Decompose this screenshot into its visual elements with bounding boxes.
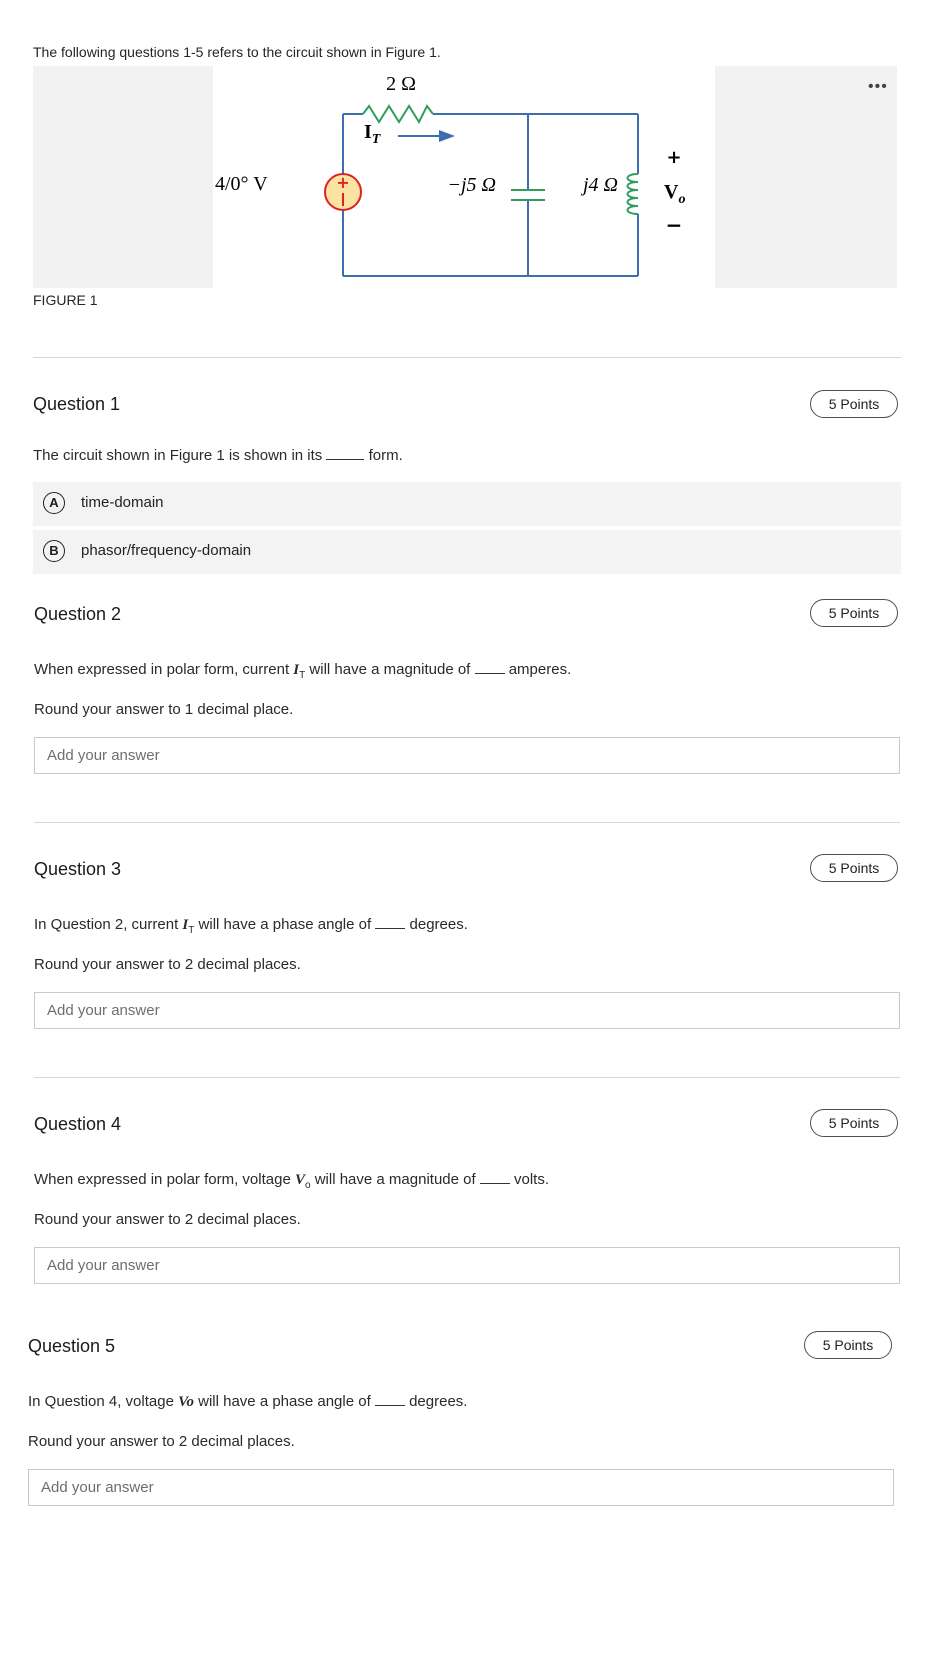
question-5-text: In Question 4, voltage Vo will have a phase angle of degrees. <box>28 1393 468 1410</box>
question-2-title: Question 2 <box>34 604 122 624</box>
divider <box>33 357 901 358</box>
vo-minus-label: − <box>665 213 683 237</box>
resistor-symbol <box>363 106 433 122</box>
figure-caption: FIGURE 1 <box>33 292 98 308</box>
image-side-panel-right <box>715 66 897 288</box>
question-5-answer-field[interactable] <box>28 1469 894 1506</box>
more-horizontal-icon[interactable]: ••• <box>868 78 888 95</box>
option-letter-badge: B <box>43 540 65 562</box>
question-5-title: Question 5 <box>28 1336 116 1356</box>
question-3-instruction: Round your answer to 2 decimal places. <box>34 956 301 973</box>
question-1-option-b[interactable] <box>33 530 901 574</box>
question-1-option-a[interactable] <box>33 482 901 526</box>
option-label: time-domain <box>81 494 164 511</box>
question-1-title: Question 1 <box>33 394 121 414</box>
divider <box>34 822 900 823</box>
circuit-figure <box>213 66 715 288</box>
question-3-points-badge: 5 Points <box>810 854 898 882</box>
question-2-instruction: Round your answer to 1 decimal place. <box>34 701 294 718</box>
vo-label: $V_o$ <box>664 181 686 207</box>
question-1-points-badge: 5 Points <box>810 390 898 418</box>
question-2-answer-input[interactable] <box>35 738 899 773</box>
question-2-answer-field[interactable] <box>34 737 900 774</box>
question-2-points-badge: 5 Points <box>810 599 898 627</box>
divider <box>34 1077 900 1078</box>
image-side-panel-left <box>33 66 213 288</box>
question-4-title: Question 4 <box>34 1114 122 1134</box>
question-2-text: When expressed in polar form, current $I_T$ will have a magnitude of amperes. <box>34 661 572 681</box>
question-4-answer-input[interactable] <box>35 1248 899 1283</box>
intro-text: The following questions 1-5 refers to the circuit shown in Figure 1. <box>33 44 441 60</box>
resistor-label: 2 Ω <box>386 73 416 95</box>
current-arrow-head <box>439 130 455 142</box>
question-3-title: Question 3 <box>34 859 122 879</box>
question-4-points-badge: 5 Points <box>810 1109 898 1137</box>
question-5-answer-input[interactable] <box>29 1470 893 1505</box>
vo-plus-label: + <box>666 147 682 168</box>
question-4-text: When expressed in polar form, voltage $V_o$ will have a magnitude of volts. <box>34 1171 550 1191</box>
question-3-answer-input[interactable] <box>35 993 899 1028</box>
question-3-text: In Question 2, current $I_T$ will have a phase angle of degrees. <box>34 916 468 936</box>
source-label: 4/0° V <box>215 173 268 195</box>
question-1-text: The circuit shown in Figure 1 is shown in its form. <box>33 447 403 464</box>
question-3-answer-field[interactable] <box>34 992 900 1029</box>
source-plus-sign: + <box>336 173 350 192</box>
inductor-label: j4 Ω <box>582 174 618 196</box>
capacitor-label: −j5 Ω <box>447 174 496 196</box>
question-4-answer-field[interactable] <box>34 1247 900 1284</box>
current-label: $I_T$ <box>364 121 381 147</box>
question-5-instruction: Round your answer to 2 decimal places. <box>28 1433 295 1450</box>
question-5-points-badge: 5 Points <box>804 1331 892 1359</box>
question-4-instruction: Round your answer to 2 decimal places. <box>34 1211 301 1228</box>
inductor-symbol <box>628 174 639 214</box>
option-letter-badge: A <box>43 492 65 514</box>
option-label: phasor/frequency-domain <box>81 542 252 559</box>
